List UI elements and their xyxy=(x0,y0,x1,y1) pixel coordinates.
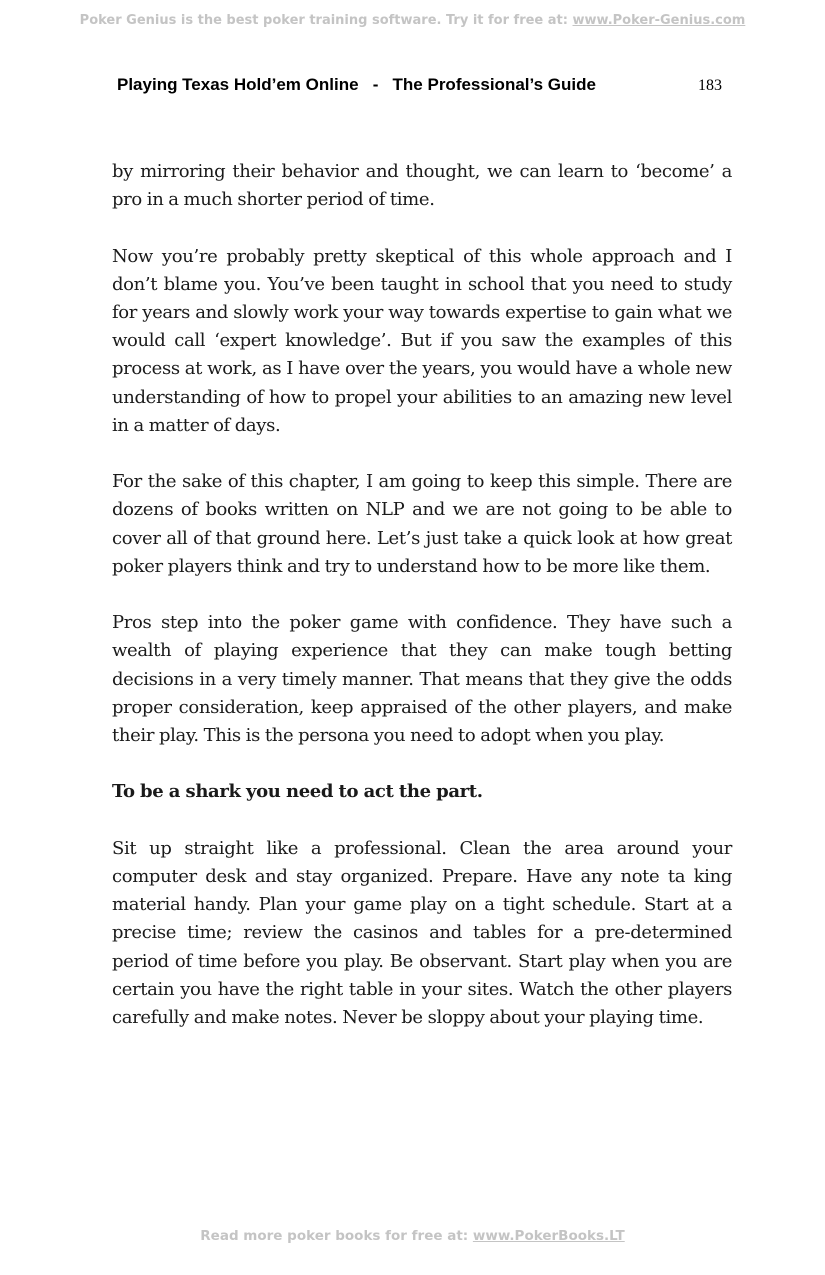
paragraph: by mirroring their behavior and thought, we can learn to ‘become’ a pro in a much shorter period of time. xyxy=(112,161,732,211)
page-body xyxy=(112,158,732,1060)
promo-text: Read more poker books for free at: xyxy=(200,1228,473,1244)
poker-genius-link[interactable]: www.Poker-Genius.com xyxy=(572,13,746,28)
paragraph: For the sake of this chapter, I am going to keep this simple. There are dozens of books written on NLP and we are not going to be able to cover all of that ground here. Let’s just take a quick look at how great poker players think and try to understand how to be more like them. xyxy=(112,471,732,577)
promo-text: Poker Genius is the best poker training software. Try it for free at: xyxy=(79,13,573,28)
promo-banner-bottom xyxy=(0,1228,825,1244)
section-heading: To be a shark you need to act the part. xyxy=(112,781,483,803)
running-header-title: Playing Texas Hold’em Online - The Professional’s Guide xyxy=(117,75,596,94)
paragraph: Now you’re probably pretty skeptical of this whole approach and I don’t blame you. You’ve been taught in school that you need to study for years and slowly work your way towards expertise to gain what we would call ‘expert knowledge’. But if you saw the examples of this process at work, as I have over the years, you would have a whole new understanding of how to propel your abilities to an amazing new level in a matter of days. xyxy=(112,245,732,436)
paragraph: Sit up straight like a professional. Clean the area around your computer desk and stay organized. Prepare. Have any note ta king material handy. Plan your game play on a tight schedule. Start at a precise time; review the casinos and tables for a pre-determined period of time before you play. Be observant. Start play when you are certain you have the right table in your sites. Watch the other players carefully and make notes. Never be sloppy about your playing time. xyxy=(112,837,732,1029)
pokerbooks-link[interactable]: www.PokerBooks.LT xyxy=(472,1228,625,1244)
paragraph: Pros step into the poker game with confidence. They have such a wealth of playing experience that they can make tough betting decisions in a very timely manner. That means that they give the odds proper consideration, keep appraised of the other players, and make their play. This is the persona you need to adopt when you play. xyxy=(112,612,732,747)
promo-banner-top xyxy=(0,13,825,28)
page-number: 183 xyxy=(698,77,722,94)
